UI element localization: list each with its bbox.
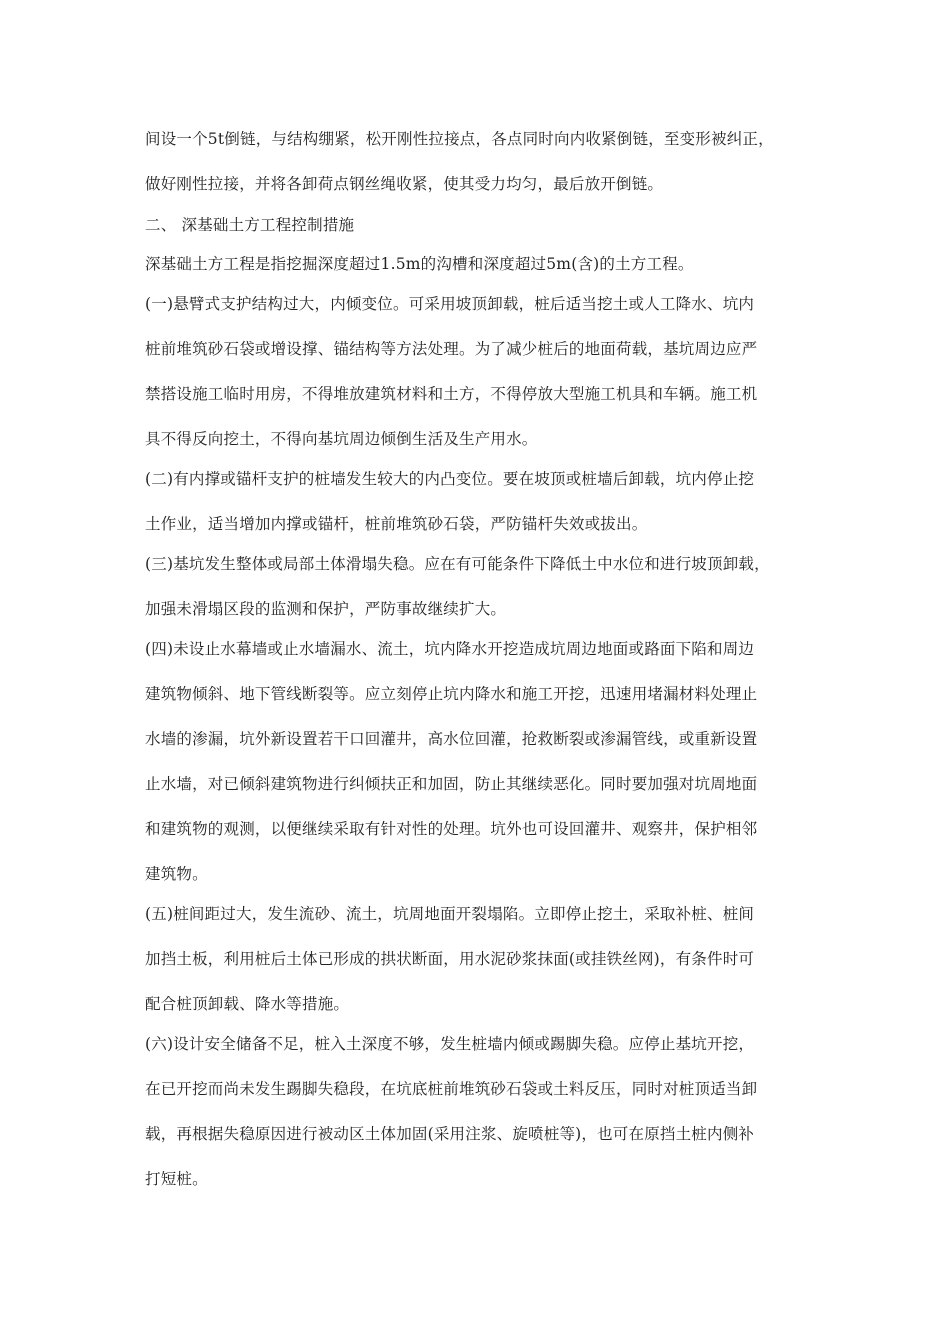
text-line: 建筑物倾斜、地下管线断裂等。应立刻停止坑内降水和施工开挖，迅速用堵漏材料处理止 [145,685,758,703]
section-heading: 二、 深基础土方工程控制措施 [145,216,355,234]
text-line: 桩前堆筑砂石袋或增设撑、锚结构等方法处理。为了减少桩后的地面荷载，基坑周边应严 [145,340,758,358]
text-line: 配合桩顶卸载、降水等措施。 [145,995,350,1013]
text-line: 止水墙，对已倾斜建筑物进行纠倾扶正和加固，防止其继续恶化。同时要加强对坑周地面 [145,775,758,793]
text-line: 建筑物。 [145,865,208,883]
text-line: 在已开挖而尚未发生踢脚失稳段，在坑底桩前堆筑砂石袋或土料反压，同时对桩顶适当卸 [145,1080,758,1098]
text-line: 打短桩。 [145,1170,208,1188]
text-line: 具不得反向挖土，不得向基坑周边倾倒生活及生产用水。 [145,430,538,448]
text-line: (三)基坑发生整体或局部土体滑塌失稳。应在有可能条件下降低土中水位和进行坡顶卸载， [145,555,770,573]
text-line: 禁搭设施工临时用房，不得堆放建筑材料和土方，不得停放大型施工机具和车辆。施工机 [145,385,758,403]
text-line: (四)未设止水幕墙或止水墙漏水、流土，坑内降水开挖造成坑周边地面或路面下陷和周边 [145,640,755,658]
text-line: 水墙的渗漏，坑外新设置若干口回灌井，高水位回灌，抢救断裂或渗漏管线，或重新设置 [145,730,758,748]
text-line: 深基础土方工程是指挖掘深度超过1.5m的沟槽和深度超过5m(含)的土方工程。 [145,255,694,273]
text-line: 土作业，适当增加内撑或锚杆，桩前堆筑砂石袋，严防锚杆失效或拔出。 [145,515,648,533]
text-line: (二)有内撑或锚杆支护的桩墙发生较大的内凸变位。要在坡顶或桩墙后卸载，坑内停止挖 [145,470,755,488]
text-line: 间设一个5t倒链，与结构绷紧，松开刚性拉接点，各点同时向内收紧倒链，至变形被纠正， [145,130,774,148]
text-line: 载，再根据失稳原因进行被动区土体加固(采用注浆、旋喷桩等)，也可在原挡土桩内侧补 [145,1125,755,1143]
text-line: (五)桩间距过大，发生流砂、流土，坑周地面开裂塌陷。立即停止挖土，采取补桩、桩间 [145,905,755,923]
text-line: (一)悬臂式支护结构过大，内倾变位。可采用坡顶卸载，桩后适当挖土或人工降水、坑内 [145,295,755,313]
text-line: (六)设计安全储备不足，桩入土深度不够，发生桩墙内倾或踢脚失稳。应停止基坑开挖， [145,1035,755,1053]
text-line: 加强未滑塌区段的监测和保护，严防事故继续扩大。 [145,600,507,618]
text-line: 和建筑物的观测，以便继续采取有针对性的处理。坑外也可设回灌井、观察井，保护相邻 [145,820,758,838]
text-line: 做好刚性拉接，并将各卸荷点钢丝绳收紧，使其受力均匀，最后放开倒链。 [145,175,664,193]
text-line: 加挡土板，利用桩后土体已形成的拱状断面，用水泥砂浆抹面(或挂铁丝网)，有条件时可 [145,950,755,968]
